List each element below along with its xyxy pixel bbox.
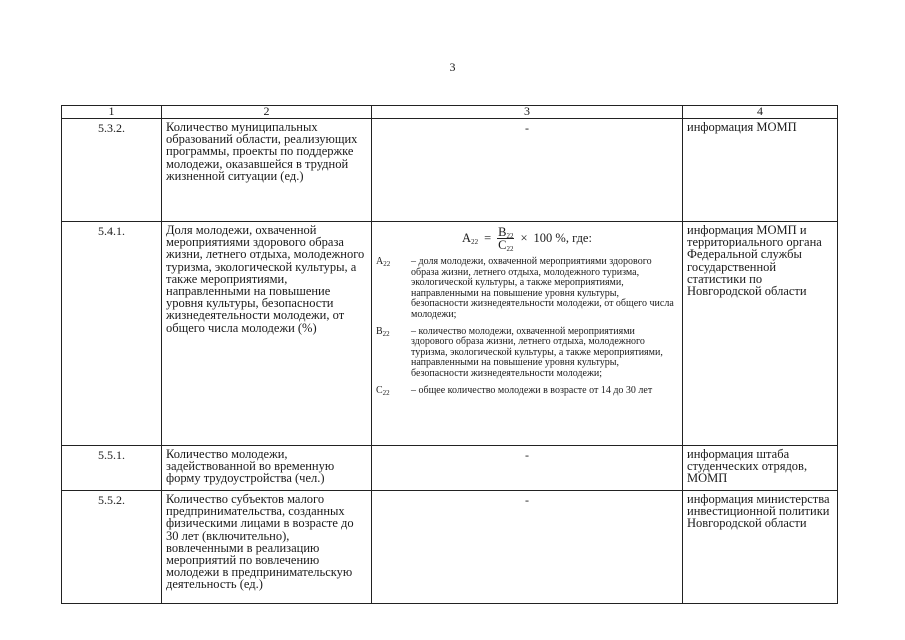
formula <box>376 226 678 251</box>
table-header-row <box>62 106 838 119</box>
data-source: информация штаба студенческих отрядов, МОМП <box>683 446 838 491</box>
table-row <box>62 491 838 604</box>
definition-item <box>376 327 678 380</box>
calculation-method: - <box>372 491 683 604</box>
fraction-numerator: $B_{22}$ <box>498 225 514 240</box>
formula-fraction <box>497 226 514 251</box>
definition-text: – количество молодежи, охваченной мероприятиями здорового образа жизни, летнего отдыха, молодежного туризма, экологической культуры, а также мероприятиями, направленными на повышение уровня культуры, безопасности жизнедеятельности молодежи; <box>411 325 663 379</box>
row-number: 5.3.2. <box>62 119 162 222</box>
indicator-name: Количество муниципальных образований области, реализующих программы, проекты по поддержке молодежи, оказавшейся в трудной жизненной ситуации (ед.) <box>162 119 372 222</box>
definition-text: – доля молодежи, охваченной мероприятиями здорового образа жизни, летнего отдыха, молодежного туризма, экологической культуры, а также мероприятиями, направленными на повышение уровня культуры, безопасности жизнедеятельности молодежи, от общего числа молодежи; <box>411 256 674 320</box>
formula-rest: 100 %, где: <box>533 231 592 245</box>
indicator-name: Количество субъектов малого предпринимательства, созданных физическими лицами в возрасте до 30 лет (включительно), вовлеченными в реализацию мероприятий по вовлечению молодежи в предпринимательскую деятельность (ед.) <box>162 491 372 604</box>
column-header-3: 3 <box>372 106 683 119</box>
definition-text: – общее количество молодежи в возрасте от 14 до 30 лет <box>411 384 653 396</box>
formula-equals: = <box>484 231 492 245</box>
column-header-1: 1 <box>62 106 162 119</box>
row-number: 5.5.1. <box>62 446 162 491</box>
definition-symbol: $B_{22}$ <box>376 325 390 338</box>
calculation-method: - <box>372 119 683 222</box>
table-row <box>62 446 838 491</box>
page-number: 3 <box>449 60 456 74</box>
row-number: 5.4.1. <box>62 222 162 446</box>
definition-item <box>376 257 678 321</box>
formula-lhs: $A_{22}$ <box>462 231 479 246</box>
data-source: информация МОМП <box>683 119 838 222</box>
calculation-method: - <box>372 446 683 491</box>
definition-symbol: $C_{22}$ <box>376 384 390 397</box>
formula-definitions <box>376 257 678 396</box>
table-row <box>62 119 838 222</box>
indicator-name: Доля молодежи, охваченной мероприятиями здорового образа жизни, летнего отдыха, молодежного туризма, экологической культуры, а также мероприятиями, направленными на повышение уровня культуры, безопасности жизнедеятельности молодежи, от общего числа молодежи (%) <box>162 222 372 446</box>
definition-item <box>376 386 678 397</box>
column-header-4: 4 <box>683 106 838 119</box>
indicator-table <box>61 105 838 604</box>
calculation-method <box>372 222 683 446</box>
definition-symbol: $A_{22}$ <box>376 256 391 268</box>
indicator-name: Количество молодежи, задействованной во временную форму трудоустройства (чел.) <box>162 446 372 491</box>
fraction-denominator: $C_{22}$ <box>498 238 514 253</box>
data-source: информация МОМП и территориального органа Федеральной службы государственной статистики по Новгородской области <box>683 222 838 446</box>
table-row <box>62 222 838 446</box>
formula-multiply: × <box>520 231 528 245</box>
data-source: информация министерства инвестиционной политики Новгородской области <box>683 491 838 604</box>
row-number: 5.5.2. <box>62 491 162 604</box>
column-header-2: 2 <box>162 106 372 119</box>
